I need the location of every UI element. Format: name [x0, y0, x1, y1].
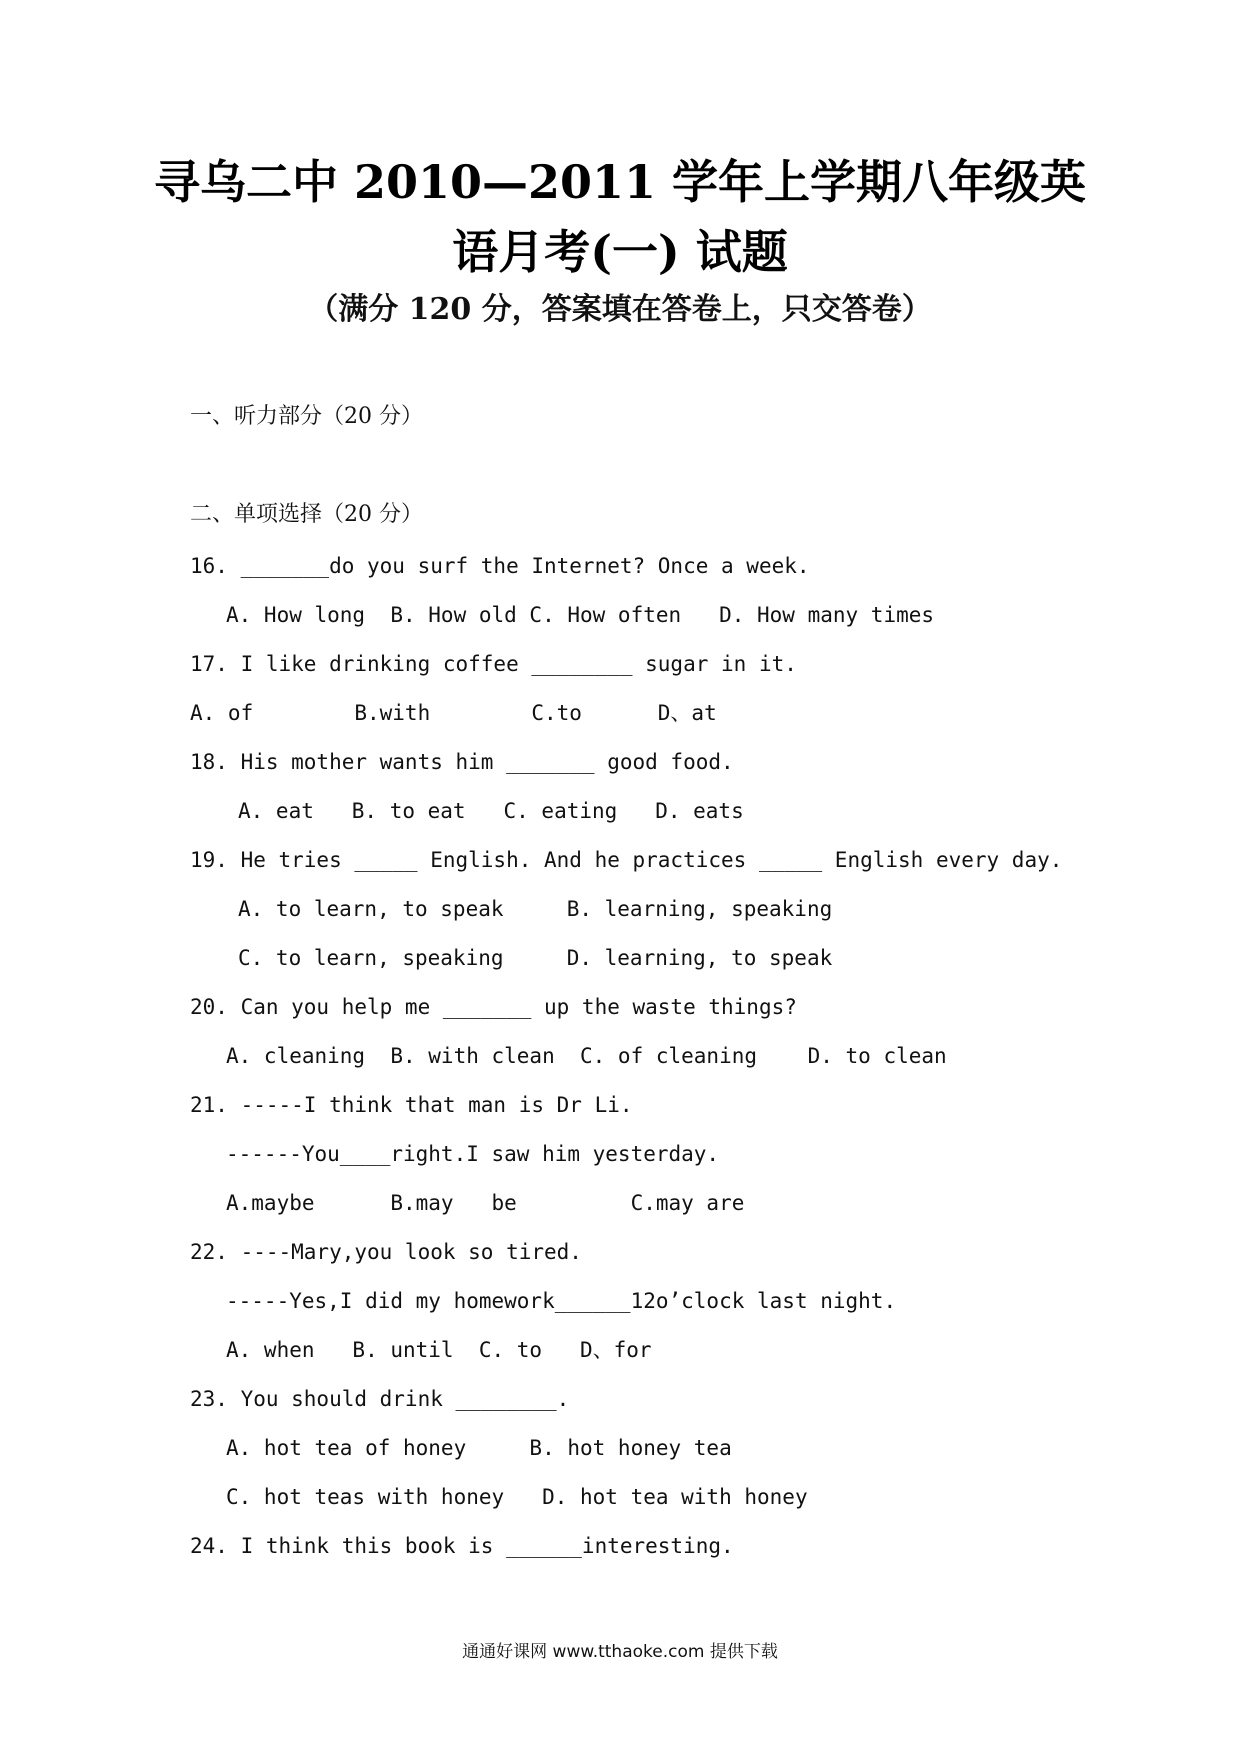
- page-footer: 通通好课网 www.tthaoke.com 提供下载: [462, 1642, 778, 1662]
- page-title-line-2: 语月考(一) 试题: [452, 225, 788, 279]
- question-stem-16: 16. _______do you surf the Internet? Once a week.: [190, 554, 810, 578]
- question-options-19-row-2: C. to learn, speaking D. learning, to speak: [238, 946, 833, 970]
- question-options-19-row-1: A. to learn, to speak B. learning, speaking: [238, 897, 833, 921]
- question-options-23-row-2: C. hot teas with honey D. hot tea with honey: [226, 1485, 808, 1509]
- question-options-22: A. when B. until C. to D、for: [226, 1338, 652, 1362]
- question-options-17: A. of B.with C.to D、at: [190, 701, 717, 725]
- question-stem-24: 24. I think this book is ______interesting.: [190, 1534, 734, 1558]
- section-heading-listening: 一、听力部分（20 分）: [190, 404, 423, 429]
- question-stem-23: 23. You should drink ________.: [190, 1387, 570, 1411]
- question-options-20: A. cleaning B. with clean C. of cleaning D. to clean: [226, 1044, 947, 1068]
- question-options-18: A. eat B. to eat C. eating D. eats: [238, 799, 744, 823]
- question-options-21: A.maybe B.may be C.may are: [226, 1191, 745, 1215]
- question-options-23-row-1: A. hot tea of honey B. hot honey tea: [226, 1436, 732, 1460]
- question-stem-17: 17. I like drinking coffee ________ sugar in it.: [190, 652, 797, 676]
- question-options-16: A. How long B. How old C. How often D. How many times: [226, 603, 935, 627]
- question-stem-18: 18. His mother wants him _______ good food.: [190, 750, 734, 774]
- page-title-line-1: 寻乌二中 2010—2011 学年上学期八年级英: [153, 155, 1087, 209]
- question-dialogue-21: ------You____right.I saw him yesterday.: [226, 1142, 720, 1166]
- question-stem-21: 21. -----I think that man is Dr Li.: [190, 1093, 633, 1117]
- question-stem-19: 19. He tries _____ English. And he practices _____ English every day.: [190, 848, 1063, 872]
- question-stem-20: 20. Can you help me _______ up the waste things?: [190, 995, 797, 1019]
- section-heading-single-choice: 二、单项选择（20 分）: [190, 502, 423, 527]
- question-dialogue-22: -----Yes,I did my homework______12o’clock last night.: [226, 1289, 897, 1313]
- page-subtitle: （满分 120 分，答案填在答卷上，只交答卷）: [308, 292, 932, 327]
- question-stem-22: 22. ----Mary,you look so tired.: [190, 1240, 582, 1264]
